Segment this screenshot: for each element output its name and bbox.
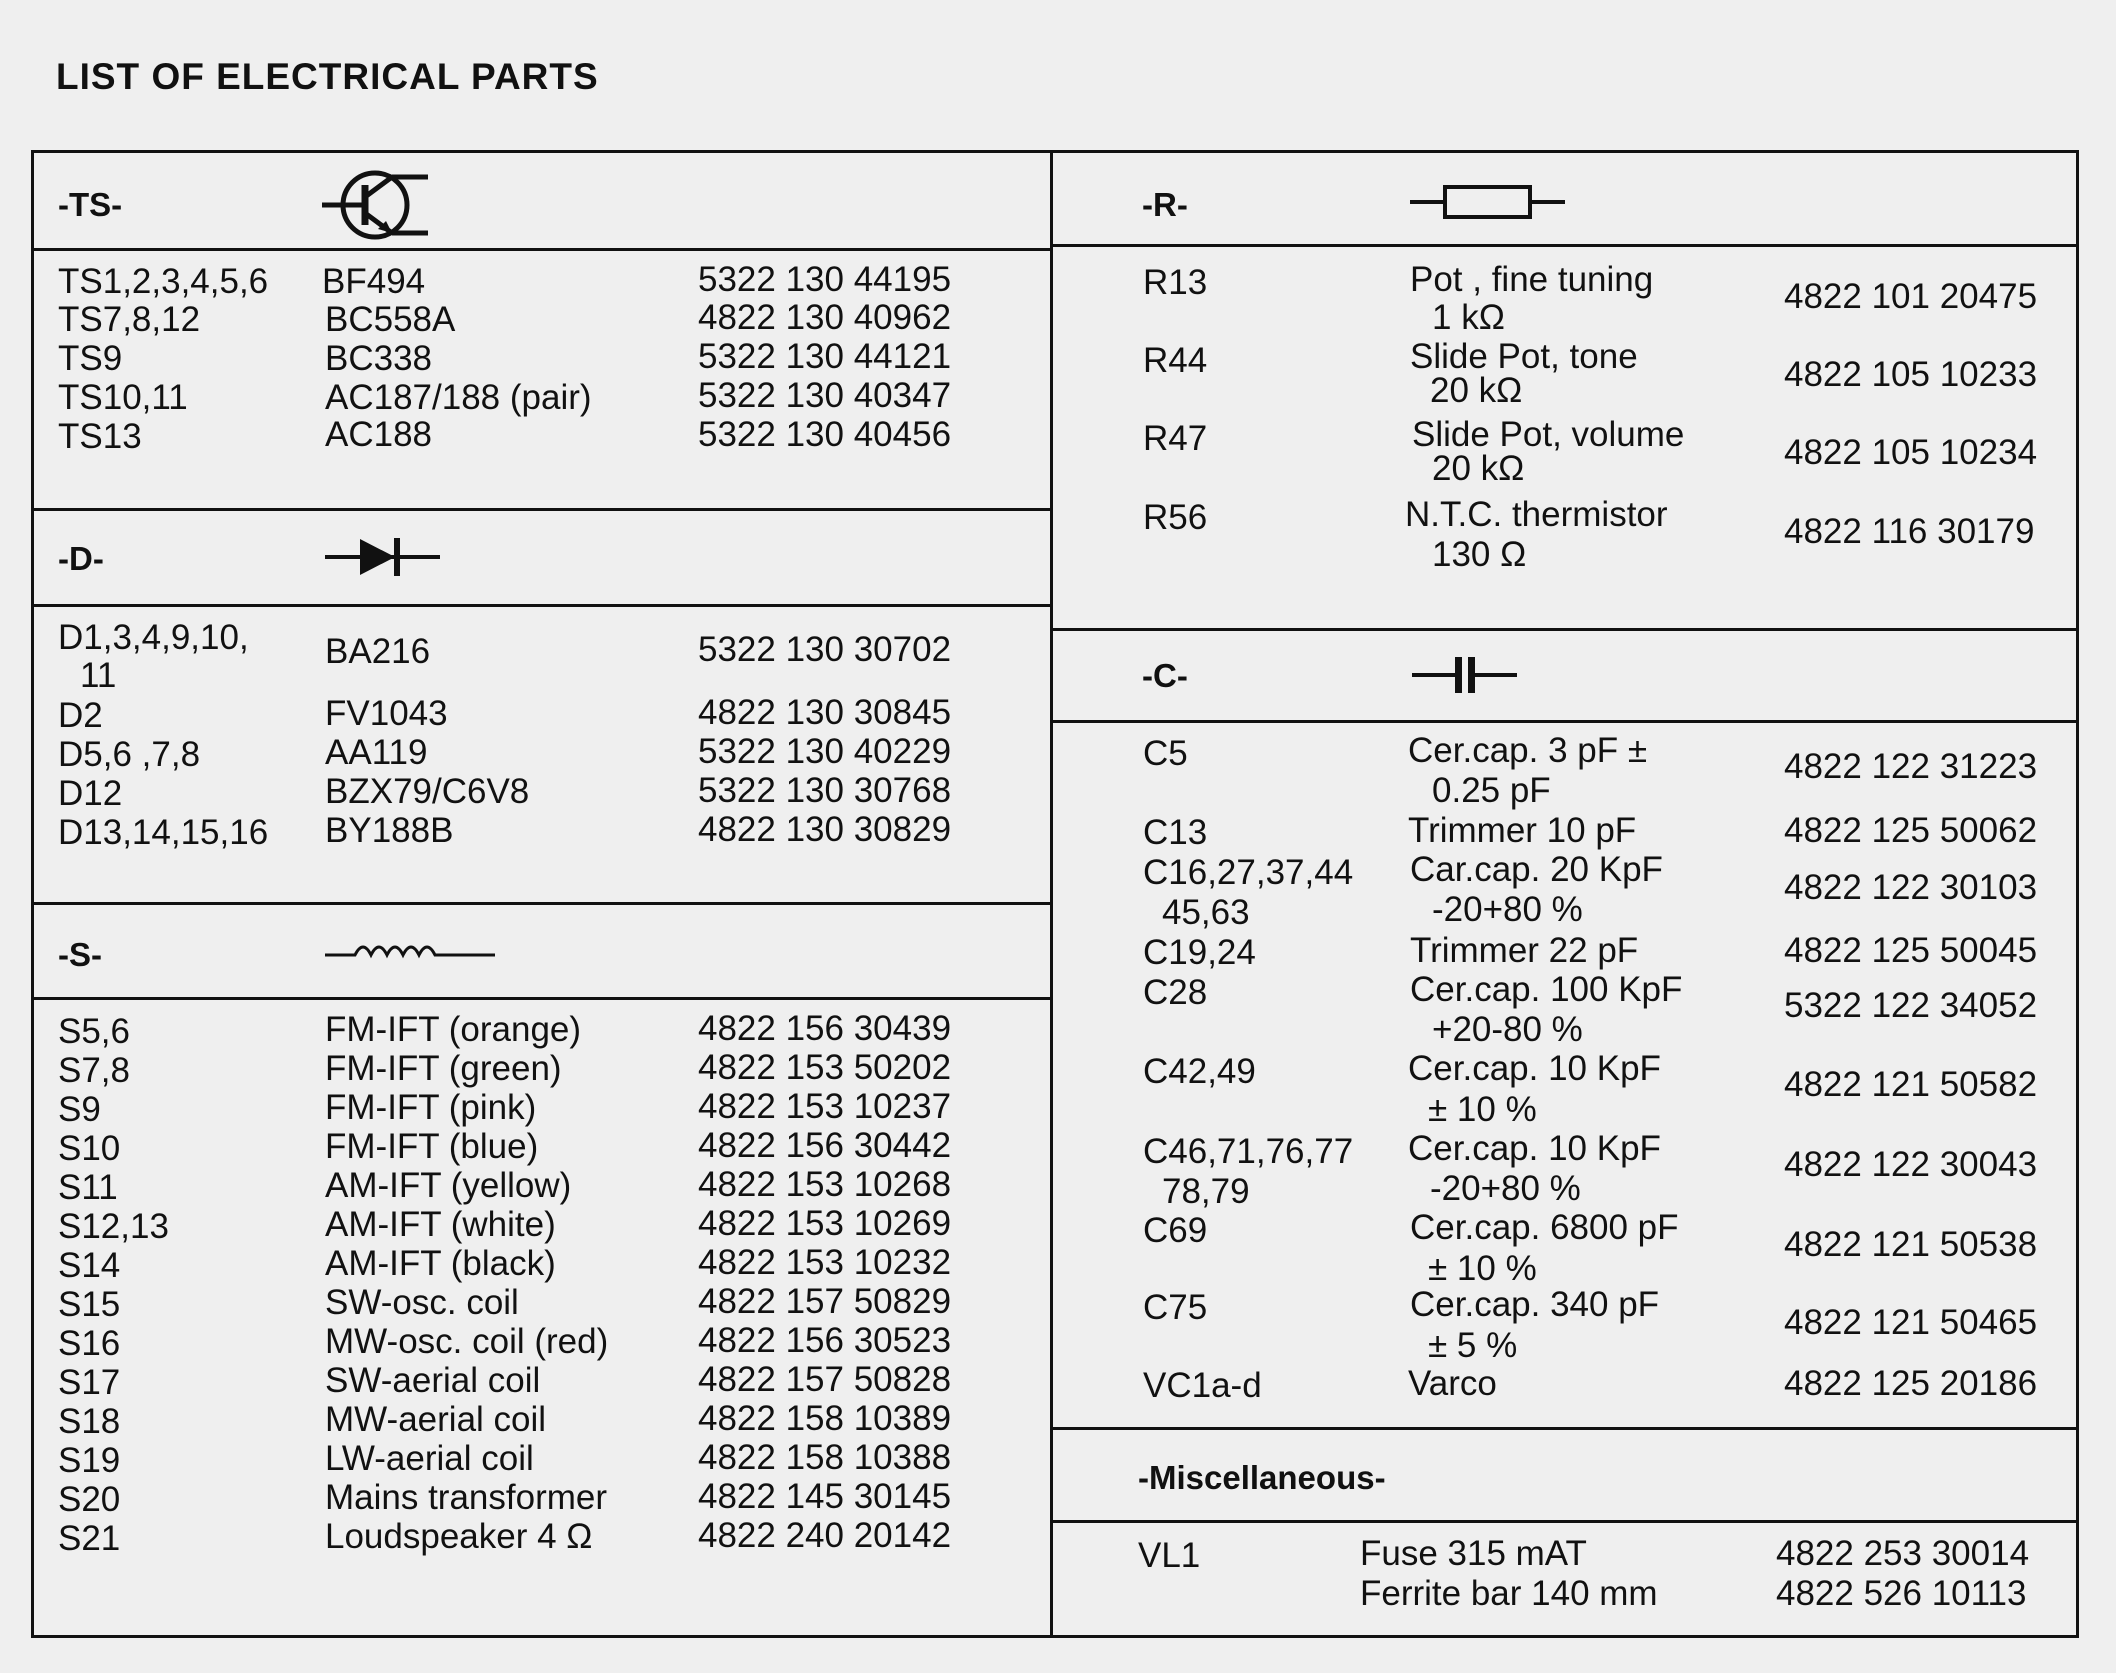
part-desc-cont: +20-80 %	[1432, 1010, 1583, 1049]
divider	[1050, 1520, 2079, 1523]
part-type: BY188B	[325, 811, 454, 850]
part-desc: Trimmer 10 pF	[1408, 811, 1637, 850]
part-type: AM-IFT (yellow)	[325, 1166, 572, 1205]
part-type: BC558A	[325, 300, 456, 339]
part-desc: Cer.cap. 6800 pF	[1410, 1208, 1679, 1247]
part-code: 4822 101 20475	[1784, 277, 2038, 316]
part-type: SW-osc. coil	[325, 1283, 519, 1322]
part-desc: Cer.cap. 100 KpF	[1410, 970, 1683, 1009]
part-ref: C75	[1143, 1288, 1208, 1327]
part-desc-cont: 20 kΩ	[1432, 449, 1525, 488]
part-type: FM-IFT (orange)	[325, 1010, 582, 1049]
part-code: 4822 122 30103	[1784, 868, 2038, 907]
part-type: BF494	[322, 262, 426, 301]
part-ref: S16	[58, 1324, 121, 1363]
part-ref: S20	[58, 1480, 121, 1519]
section-label-s: -S-	[58, 936, 102, 973]
part-ref: R44	[1143, 341, 1208, 380]
part-code: 4822 253 30014	[1776, 1534, 2030, 1573]
diode-symbol-icon	[325, 535, 440, 580]
part-type: AM-IFT (black)	[325, 1244, 556, 1283]
part-code: 4822 130 30845	[698, 693, 952, 732]
part-code: 4822 105 10234	[1784, 433, 2038, 472]
divider	[31, 902, 1053, 905]
transistor-symbol-icon	[320, 165, 460, 245]
part-ref: S14	[58, 1246, 121, 1285]
part-code: 4822 526 10113	[1776, 1574, 2027, 1613]
part-type: FM-IFT (pink)	[325, 1088, 537, 1127]
part-code: 4822 153 10269	[698, 1204, 952, 1243]
part-desc: Pot , fine tuning	[1410, 260, 1654, 299]
part-type: AA119	[325, 733, 428, 772]
part-code: 4822 122 30043	[1784, 1145, 2038, 1184]
part-ref: S9	[58, 1090, 101, 1129]
part-ref: C19,24	[1143, 933, 1256, 972]
part-code: 4822 130 40962	[698, 298, 952, 337]
part-type: LW-aerial coil	[325, 1439, 534, 1478]
part-code: 5322 130 40229	[698, 732, 952, 771]
part-type: BC338	[325, 339, 433, 378]
part-code: 5322 130 40456	[698, 415, 952, 454]
part-code: 4822 156 30439	[698, 1009, 952, 1048]
part-ref: D13,14,15,16	[58, 813, 269, 852]
part-desc: Trimmer 22 pF	[1410, 931, 1639, 970]
part-ref: C46,71,76,77	[1143, 1132, 1354, 1171]
part-code: 5322 130 30702	[698, 630, 952, 669]
part-desc: Cer.cap. 10 KpF	[1408, 1049, 1661, 1088]
part-ref-cont: 45,63	[1162, 893, 1250, 932]
part-desc-cont: 1 kΩ	[1432, 298, 1505, 337]
part-type: AM-IFT (white)	[325, 1205, 556, 1244]
part-code: 4822 153 10232	[698, 1243, 952, 1282]
section-label-misc: -Miscellaneous-	[1138, 1459, 1386, 1496]
part-type: Loudspeaker 4 Ω	[325, 1517, 593, 1556]
section-label-r: -R-	[1142, 186, 1188, 223]
part-ref: S11	[58, 1168, 118, 1207]
part-type: SW-aerial coil	[325, 1361, 541, 1400]
part-type: FM-IFT (green)	[325, 1049, 562, 1088]
part-ref: C13	[1143, 813, 1208, 852]
divider	[1050, 1427, 2079, 1430]
divider	[31, 248, 1053, 251]
part-type: AC187/188 (pair)	[325, 378, 592, 417]
part-code: 4822 156 30442	[698, 1126, 952, 1165]
part-code: 4822 157 50828	[698, 1360, 952, 1399]
part-ref: C5	[1143, 734, 1188, 773]
part-code: 4822 153 10237	[698, 1087, 952, 1126]
part-ref: C16,27,37,44	[1143, 853, 1354, 892]
section-label-d: -D-	[58, 540, 104, 577]
part-type: MW-aerial coil	[325, 1400, 547, 1439]
part-code: 4822 116 30179	[1784, 512, 2035, 551]
part-code: 5322 130 30768	[698, 771, 952, 810]
part-ref: D12	[58, 774, 123, 813]
part-ref: S5,6	[58, 1012, 130, 1051]
part-code: 4822 156 30523	[698, 1321, 952, 1360]
part-desc: Slide Pot, volume	[1412, 415, 1685, 454]
part-desc-cont: -20+80 %	[1430, 1169, 1581, 1208]
part-desc-cont: ± 10 %	[1428, 1249, 1537, 1288]
part-ref: TS9	[58, 339, 123, 378]
part-type: FV1043	[325, 694, 448, 733]
part-ref: R13	[1143, 263, 1208, 302]
part-ref: C42,49	[1143, 1052, 1256, 1091]
part-ref: S7,8	[58, 1051, 130, 1090]
divider	[1050, 628, 2079, 631]
part-desc: Fuse 315 mAT	[1360, 1534, 1587, 1573]
part-ref: TS7,8,12	[58, 300, 201, 339]
part-type: Mains transformer	[325, 1478, 608, 1517]
part-ref: S10	[58, 1129, 121, 1168]
part-desc-cont: ± 5 %	[1428, 1326, 1518, 1365]
part-ref: S21	[58, 1519, 121, 1558]
part-desc-cont: -20+80 %	[1432, 890, 1583, 929]
part-ref: S12,13	[58, 1207, 169, 1246]
part-desc: N.T.C. thermistor	[1405, 495, 1668, 534]
part-desc-cont: 130 Ω	[1432, 535, 1527, 574]
part-type: MW-osc. coil (red)	[325, 1322, 609, 1361]
part-code: 4822 121 50465	[1784, 1303, 2038, 1342]
column-divider	[1050, 150, 1053, 1638]
part-ref: VC1a-d	[1143, 1366, 1262, 1405]
part-desc: Car.cap. 20 KpF	[1410, 850, 1663, 889]
part-code: 4822 130 30829	[698, 810, 952, 849]
divider	[31, 508, 1053, 511]
part-code: 4822 125 50062	[1784, 811, 2038, 850]
part-ref: S19	[58, 1441, 121, 1480]
part-ref: C69	[1143, 1211, 1208, 1250]
part-code: 4822 121 50582	[1784, 1065, 2038, 1104]
part-code: 4822 158 10389	[698, 1399, 952, 1438]
coil-symbol-icon	[325, 935, 495, 965]
part-desc-cont: ± 10 %	[1428, 1090, 1537, 1129]
part-desc: Ferrite bar 140 mm	[1360, 1574, 1658, 1613]
part-code: 4822 105 10233	[1784, 355, 2038, 394]
part-desc: Cer.cap. 10 KpF	[1408, 1129, 1661, 1168]
part-ref: TS13	[58, 417, 142, 456]
part-code: 4822 145 30145	[698, 1477, 952, 1516]
part-ref: D2	[58, 696, 103, 735]
part-ref: D5,6 ,7,8	[58, 735, 201, 774]
part-code: 4822 121 50538	[1784, 1225, 2038, 1264]
part-code: 4822 157 50829	[698, 1282, 952, 1321]
part-code: 4822 153 50202	[698, 1048, 952, 1087]
part-code: 4822 240 20142	[698, 1516, 952, 1555]
part-code: 4822 158 10388	[698, 1438, 952, 1477]
part-ref: R47	[1143, 419, 1208, 458]
part-code: 5322 130 40347	[698, 376, 952, 415]
resistor-symbol-icon	[1410, 182, 1565, 222]
part-type: FM-IFT (blue)	[325, 1127, 539, 1166]
part-desc: Cer.cap. 3 pF ±	[1408, 731, 1648, 770]
part-ref: D1,3,4,9,10,	[58, 618, 249, 657]
section-label-ts: -TS-	[58, 186, 123, 223]
part-desc: Slide Pot, tone	[1410, 337, 1638, 376]
part-code: 5322 130 44121	[698, 337, 952, 376]
section-label-c: -C-	[1142, 657, 1188, 694]
part-ref: S17	[58, 1363, 121, 1402]
part-code: 4822 153 10268	[698, 1165, 952, 1204]
divider	[31, 604, 1053, 607]
capacitor-symbol-icon	[1412, 655, 1517, 695]
divider	[31, 997, 1053, 1000]
part-desc-cont: 0.25 pF	[1432, 771, 1551, 810]
part-code: 4822 122 31223	[1784, 747, 2038, 786]
divider	[1050, 244, 2079, 247]
part-ref: R56	[1143, 498, 1208, 537]
part-code: 4822 125 20186	[1784, 1364, 2038, 1403]
part-code: 4822 125 50045	[1784, 931, 2038, 970]
part-ref-cont: 78,79	[1162, 1172, 1250, 1211]
part-desc: Varco	[1408, 1364, 1497, 1403]
part-desc: Cer.cap. 340 pF	[1410, 1285, 1660, 1324]
divider	[1050, 720, 2079, 723]
page-title: LIST OF ELECTRICAL PARTS	[56, 56, 599, 97]
part-type: BZX79/C6V8	[325, 772, 530, 811]
part-ref: S15	[58, 1285, 121, 1324]
part-type: BA216	[325, 632, 431, 671]
part-desc-cont: 20 kΩ	[1430, 371, 1523, 410]
part-ref: VL1	[1138, 1536, 1201, 1575]
part-ref: TS10,11	[58, 378, 188, 417]
part-code: 5322 122 34052	[1784, 986, 2038, 1025]
part-ref-cont: 11	[80, 656, 117, 695]
part-ref: TS1,2,3,4,5,6	[58, 262, 269, 301]
part-type: AC188	[325, 415, 433, 454]
part-ref: S18	[58, 1402, 121, 1441]
part-code: 5322 130 44195	[698, 260, 952, 299]
part-ref: C28	[1143, 973, 1208, 1012]
